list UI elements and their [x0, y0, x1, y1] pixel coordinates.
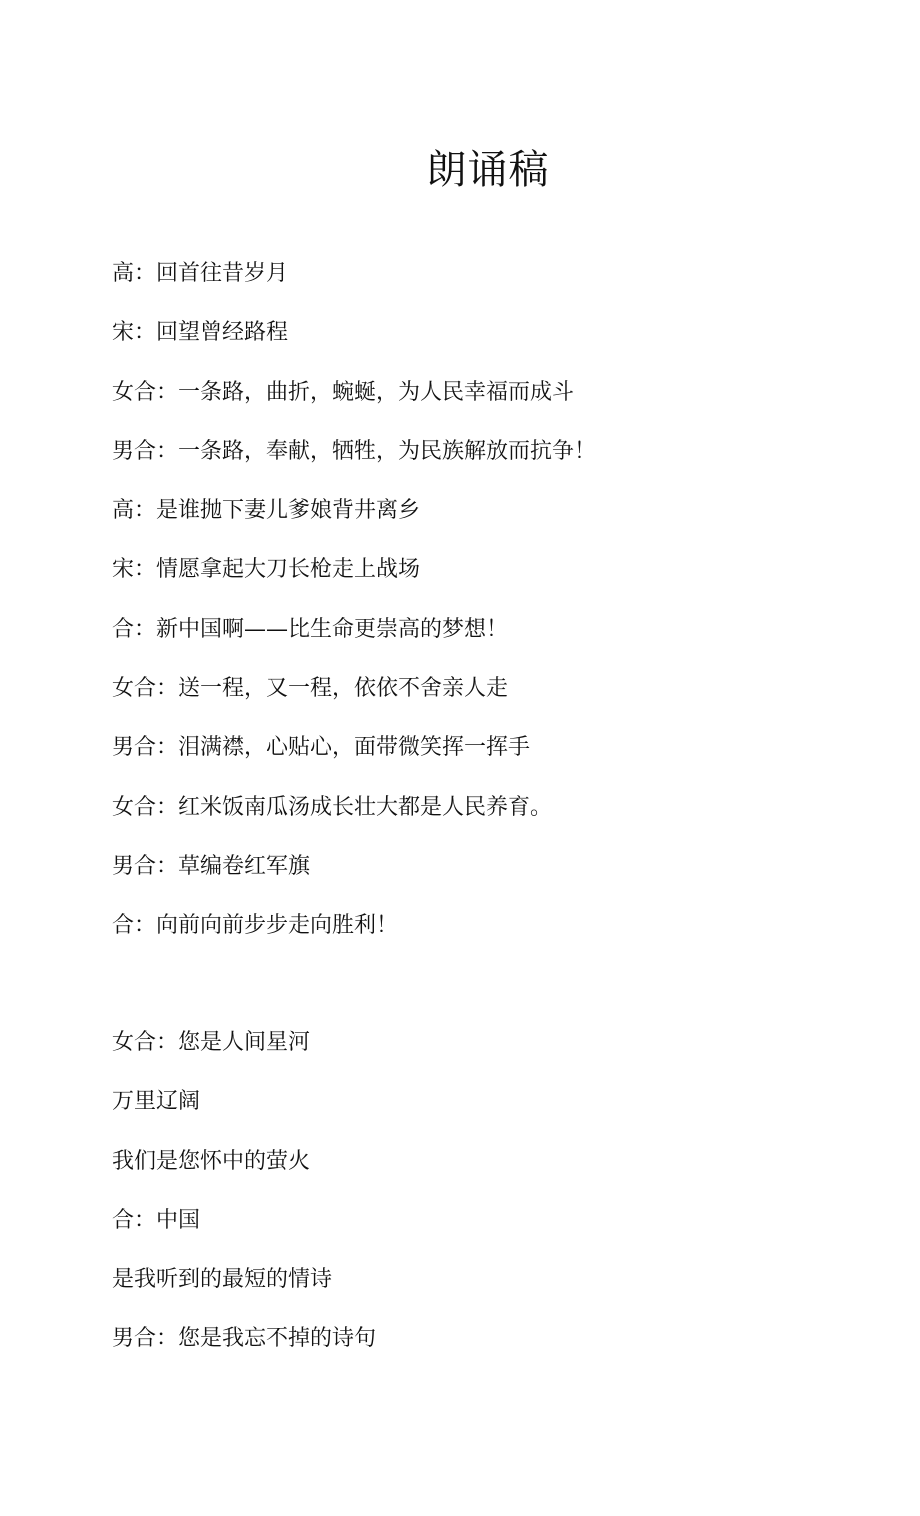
script-line: 女合：送一程，又一程，依依不舍亲人走	[112, 676, 509, 702]
script-line: 万里辽阔	[112, 1089, 201, 1115]
script-line: 男合：草编卷红军旗	[112, 853, 311, 879]
script-line: 合：中国	[112, 1207, 201, 1233]
script-line: 男合：一条路，奉献，牺牲，为民族解放而抗争！	[112, 438, 597, 464]
script-line: 高：是谁抛下妻儿爹娘背井离乡	[112, 498, 421, 524]
script-line: 宋：情愿拿起大刀长枪走上战场	[112, 557, 421, 583]
script-line: 高：回首往昔岁月	[112, 261, 289, 286]
script-line: 合：向前向前步步走向胜利！	[112, 913, 399, 939]
script-line: 男合：泪满襟，心贴心，面带微笑挥一挥手	[112, 735, 531, 761]
script-line: 合：新中国啊——比生命更崇高的梦想！	[112, 616, 509, 642]
script-section-2	[112, 1025, 376, 1381]
script-line: 女合：红米饭南瓜汤成长壮大都是人民养育。	[112, 794, 553, 820]
script-line: 男合：您是我忘不掉的诗句	[112, 1326, 377, 1352]
script-section-1	[112, 256, 596, 968]
script-line: 女合：一条路，曲折，蜿蜒，为人民幸福而成斗	[112, 379, 575, 405]
script-line: 女合：您是人间星河	[112, 1030, 311, 1055]
script-line: 宋：回望曾经路程	[112, 320, 289, 346]
script-line: 我们是您怀中的萤火	[112, 1148, 311, 1174]
page-title: 朗诵稿	[426, 147, 550, 193]
script-line: 是我听到的最短的情诗	[112, 1267, 333, 1293]
